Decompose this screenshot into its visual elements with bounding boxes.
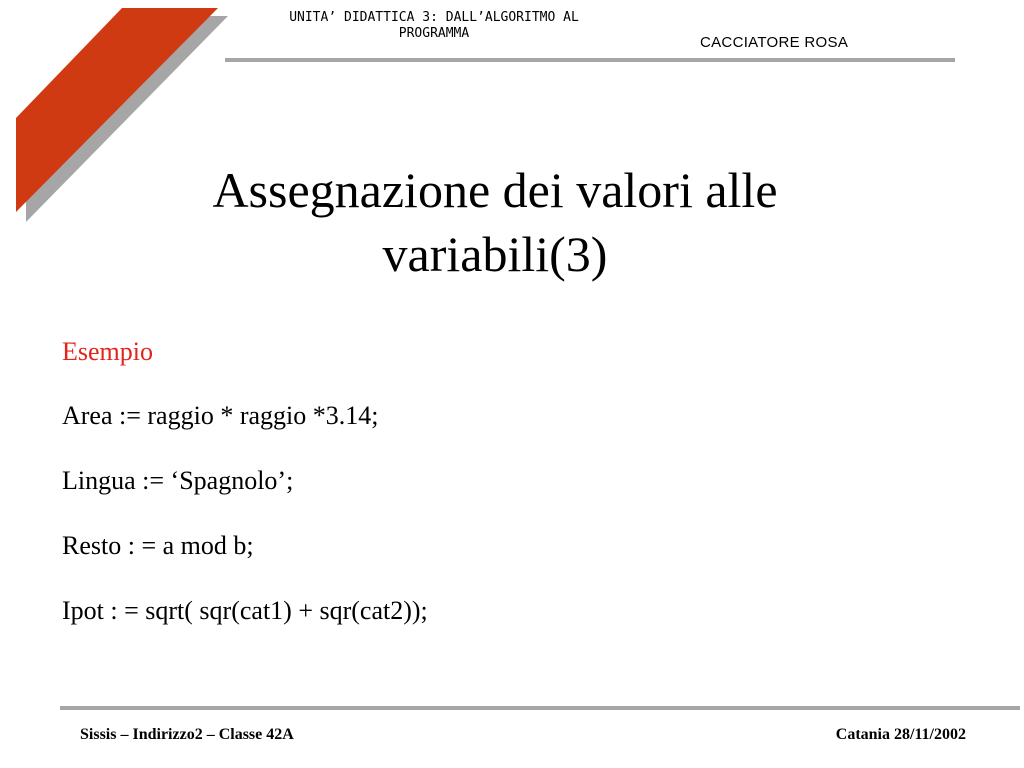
code-line: Ipot : = sqrt( sqr(cat1) + sqr(cat2)); [62,596,428,625]
footer-course: Sissis – Indirizzo2 – Classe 42A [80,726,294,743]
slide-body [62,332,428,656]
footer-divider [60,706,1020,710]
author-name: CACCIATORE ROSA [700,34,849,51]
code-line: Resto : = a mod b; [62,531,254,560]
code-line: Area := raggio * raggio *3.14; [62,401,379,430]
slide-title: Assegnazione dei valori alle variabili(3) [212,162,778,282]
example-label: Esempio [62,337,153,366]
code-line: Lingua := ‘Spagnolo’; [62,466,294,495]
header-divider [225,58,955,62]
footer-date: Catania 28/11/2002 [835,726,966,743]
unit-title: UNITA’ DIDATTICA 3: DALL’ALGORITMO AL PROGRAMMA [289,10,579,41]
